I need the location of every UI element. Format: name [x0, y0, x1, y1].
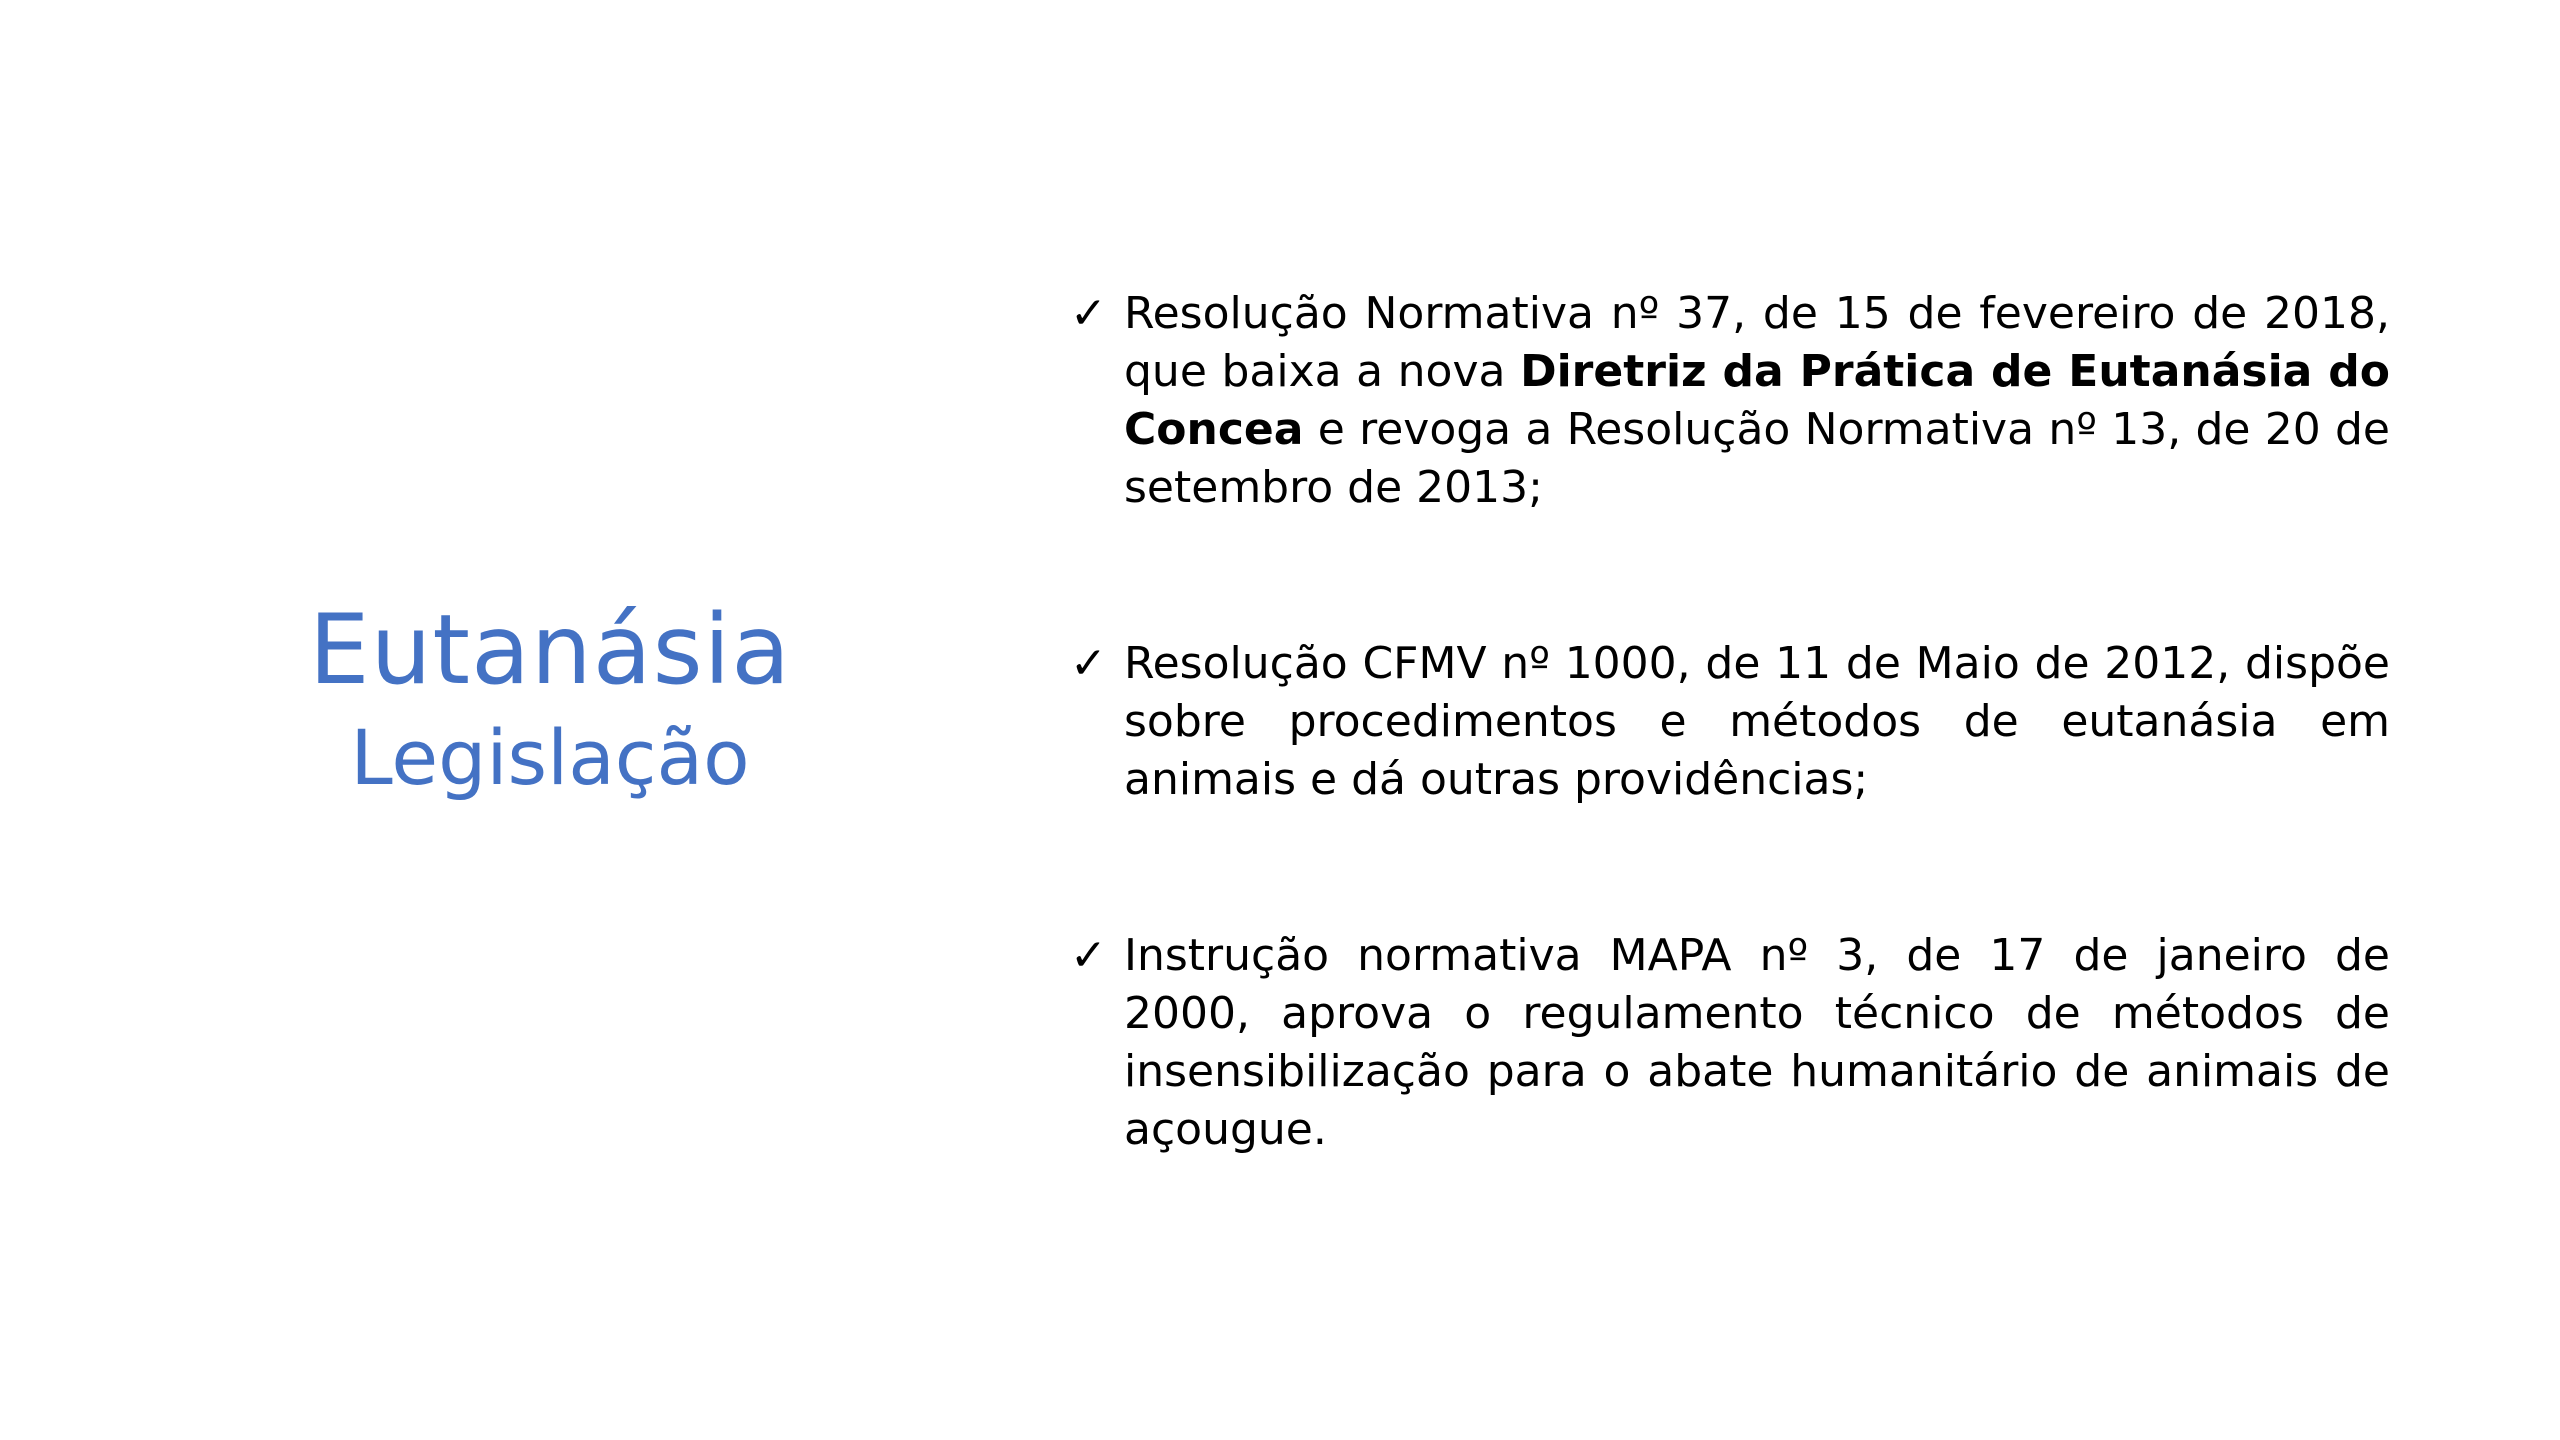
list-item [1070, 927, 2390, 1159]
checkmark-icon: ✓ [1070, 288, 1107, 339]
bullet-text-end: e revoga a Resolução Normativa nº 13, de 20 de setembro de 2013; [1124, 404, 2390, 513]
slide-title: Eutanásia [308, 594, 792, 706]
bullet-text-bold: Diretriz da Prática de Eutanásia do Concea [1124, 346, 2390, 455]
list-item [1070, 285, 2390, 517]
bullet-text: Instrução normativa MAPA nº 3, de 17 de janeiro de 2000, aprova o regulamento técnico de métodos de insensibilização para o abate humanitário de animais de açougue. [1124, 930, 2390, 1155]
list-item [1070, 635, 2390, 809]
bullet-list [1070, 285, 2390, 1159]
bullet-text-start: Resolução Normativa nº 37, de 15 de fevereiro de 2018, que baixa a nova [1124, 288, 2390, 397]
title-block [250, 590, 850, 806]
slide-subtitle: Legislação [350, 713, 750, 802]
checkmark-icon: ✓ [1070, 638, 1107, 689]
bullet-text: Resolução CFMV nº 1000, de 11 de Maio de 2012, dispõe sobre procedimentos e métodos de eutanásia em animais e dá outras providências; [1124, 638, 2390, 805]
checkmark-icon: ✓ [1070, 930, 1107, 981]
